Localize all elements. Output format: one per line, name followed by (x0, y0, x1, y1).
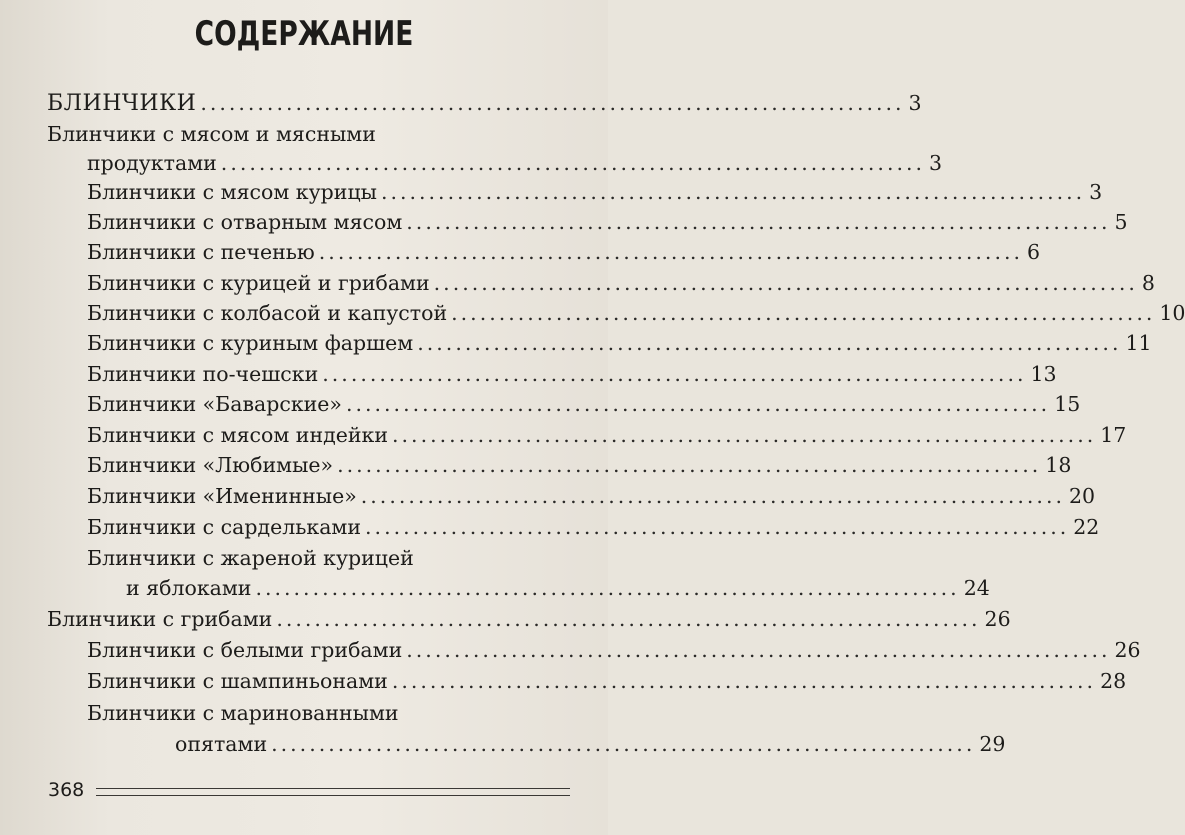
toc-leader: .......................................................................... (406, 638, 1111, 662)
toc-entry-page: 6 (1027, 240, 1041, 264)
toc-entry-page: 5 (1114, 210, 1128, 234)
toc-entry (87, 268, 1155, 298)
toc-leader: .......................................................................... (255, 576, 960, 600)
toc-entry-label: продуктами (87, 151, 217, 175)
toc-entry-section (47, 88, 922, 118)
toc-entry-label: Блинчики с колбасой и капустой (87, 301, 448, 325)
toc-entry-label: Блинчики с белыми грибами (87, 638, 403, 662)
toc-entry (87, 450, 1072, 480)
toc-entry-page: 22 (1073, 515, 1100, 539)
toc-leader: .......................................................................... (345, 392, 1051, 416)
toc-leader: .......................................................................... (391, 669, 1097, 693)
toc-entry (87, 298, 1185, 328)
footer-rule (96, 788, 570, 796)
toc-leader: .......................................................................... (276, 607, 981, 631)
page-title: СОДЕРЖАНИЕ (194, 14, 414, 54)
toc-entry-label: Блинчики «Баварские» (87, 392, 342, 416)
toc-leader: .......................................................................... (406, 210, 1111, 234)
toc-entry (87, 543, 414, 573)
toc-entry-label: Блинчики с жареной курицей (87, 546, 414, 570)
page-number: 368 (48, 779, 85, 801)
toc-entry (87, 512, 1100, 542)
toc-entry-page: 20 (1068, 484, 1096, 508)
toc-entry (87, 635, 1141, 665)
toc-entry-subsection (47, 119, 376, 149)
toc-leader: .......................................................................... (392, 423, 1097, 447)
toc-entry (87, 666, 1127, 696)
toc-entry-page: 3 (929, 151, 943, 175)
toc-entry (87, 389, 1081, 419)
toc-entry-label: Блинчики по-чешски (87, 362, 319, 386)
toc-entry-cont (175, 729, 1006, 759)
toc-entry (87, 481, 1096, 511)
toc-entry-page: 26 (984, 607, 1011, 631)
toc-entry-page: 3 (1089, 180, 1103, 204)
toc-entry-label: Блинчики с печенью (87, 240, 315, 264)
toc-leader: .......................................................................... (360, 484, 1065, 508)
toc-leader: .......................................................................... (322, 362, 1027, 386)
toc-leader: .......................................................................... (337, 453, 1042, 477)
toc-entry (87, 177, 1103, 207)
toc-entry-label: Блинчики с мясом и мясными (47, 122, 376, 146)
toc-entry-page: 28 (1100, 669, 1127, 693)
toc-entry-label: Блинчики с курицей и грибами (87, 271, 430, 295)
toc-entry-page: 10 (1159, 301, 1185, 325)
toc-entry-subsection (47, 604, 1011, 634)
toc-leader: .......................................................................... (451, 301, 1156, 325)
toc-entry-page: 24 (963, 576, 990, 600)
toc-leader: .......................................................................... (380, 180, 1086, 204)
toc-entry (87, 207, 1128, 237)
toc-entry-page: 15 (1054, 392, 1081, 416)
toc-entry-page: 26 (1114, 638, 1141, 662)
toc-entry-label: БЛИНЧИКИ (47, 91, 197, 116)
toc-entry-label: Блинчики с шампиньонами (87, 669, 388, 693)
toc-entry (87, 420, 1127, 450)
toc-entry (87, 237, 1041, 267)
toc-entry-label: Блинчики с маринованными (87, 701, 399, 725)
toc-leader: .......................................................................... (433, 271, 1138, 295)
toc-entry-label: Блинчики с куриным фаршем (87, 331, 414, 355)
page-footer (48, 779, 570, 801)
toc-entry-label: Блинчики с мясом индейки (87, 423, 389, 447)
toc-leader: .......................................................................... (271, 732, 976, 756)
toc-entry-page: 3 (908, 91, 922, 115)
toc-entry-label: Блинчики «Именинные» (87, 484, 357, 508)
toc-entry (87, 698, 399, 728)
toc-leader: .......................................................................... (417, 331, 1122, 355)
toc-leader: .......................................................................... (200, 91, 905, 115)
toc-entry-label: Блинчики с сардельками (87, 515, 362, 539)
toc-entry-page: 29 (979, 732, 1006, 756)
toc-entry-label: и яблоками (126, 576, 252, 600)
toc-entry-page: 8 (1141, 271, 1155, 295)
toc-entry (87, 328, 1152, 358)
toc-entry-page: 17 (1100, 423, 1127, 447)
toc-entry-label: опятами (175, 732, 268, 756)
toc-entry-label: Блинчики «Любимые» (87, 453, 334, 477)
toc-entry-page: 11 (1125, 331, 1152, 355)
toc-entry-page: 18 (1045, 453, 1072, 477)
toc-leader: .......................................................................... (220, 151, 926, 175)
toc-leader: .......................................................................... (365, 515, 1070, 539)
toc-leader: .......................................................................... (318, 240, 1023, 264)
toc-entry-label: Блинчики с мясом курицы (87, 180, 377, 204)
toc-entry (87, 359, 1057, 389)
toc-entry-page: 13 (1030, 362, 1057, 386)
toc-entry-label: Блинчики с отварным мясом (87, 210, 403, 234)
toc-entry-label: Блинчики с грибами (47, 607, 273, 631)
toc-entry-subsection-cont (87, 148, 943, 178)
toc-entry-cont (126, 573, 990, 603)
